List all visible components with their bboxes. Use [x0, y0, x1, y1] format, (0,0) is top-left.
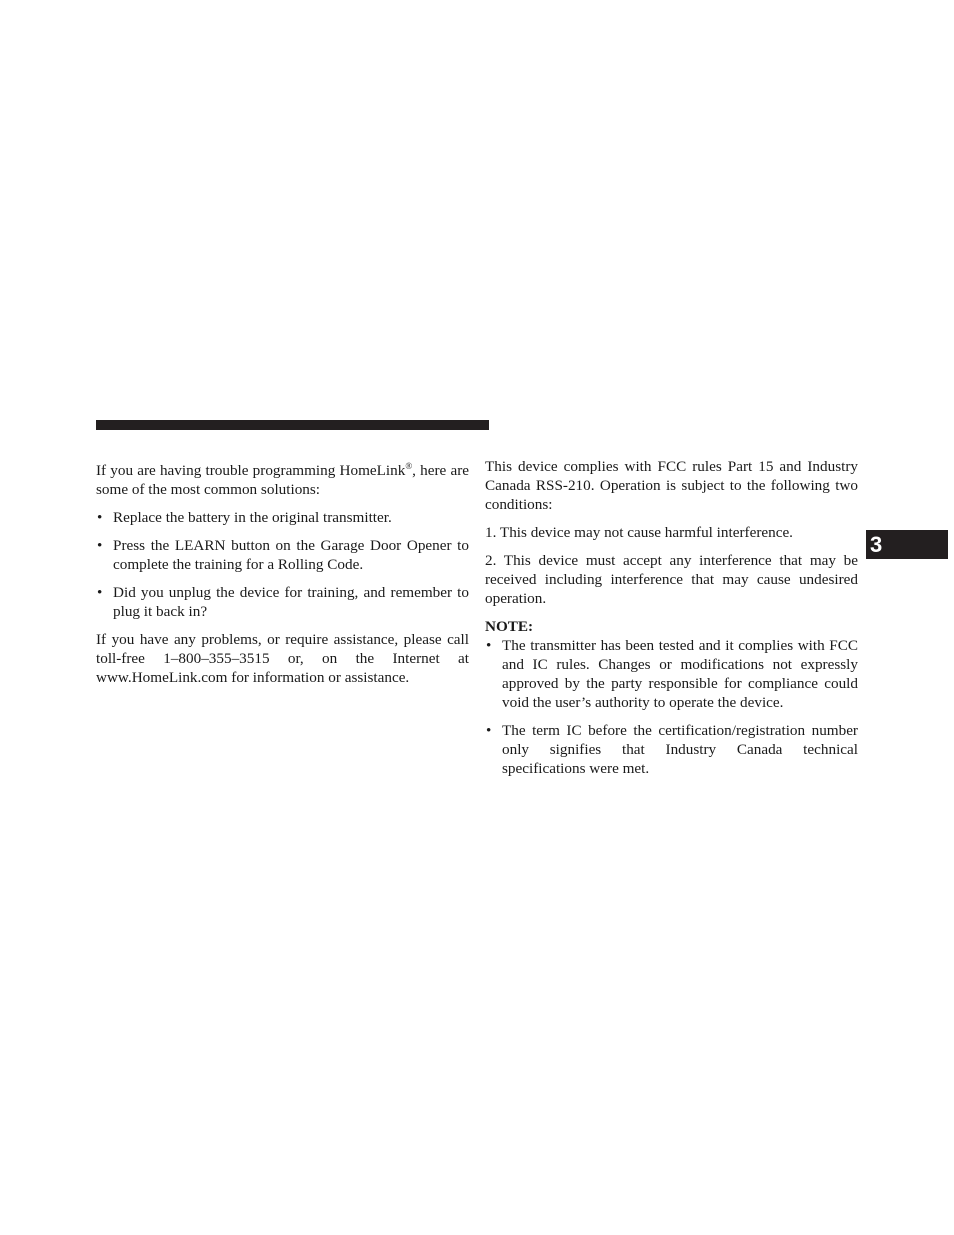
- list-item-text: The term IC before the certification/registration number only signifies that Industry Canada technical specifications were met.: [502, 722, 858, 777]
- list-item: [96, 536, 469, 574]
- list-item: [485, 636, 858, 712]
- list-item-text: Did you unplug the device for training, and remember to plug it back in?: [113, 584, 469, 621]
- bullet-icon: •: [97, 584, 103, 602]
- list-item: [96, 583, 469, 621]
- list-item-text: The transmitter has been tested and it complies with FCC and IC rules. Changes or modifications not expressly approved by the party responsible for compliance could void the user’s authority to operate the device.: [502, 637, 858, 711]
- list-item-text: Press the LEARN button on the Garage Door Opener to complete the training for a Rolling Code.: [113, 537, 469, 574]
- note-label: NOTE:: [485, 618, 534, 635]
- registered-mark: ®: [405, 461, 413, 471]
- list-item: [485, 721, 858, 778]
- condition-item: 1. This device may not cause harmful interference.: [485, 524, 793, 541]
- list-item: [96, 508, 469, 527]
- bullet-icon: •: [486, 722, 492, 739]
- condition-item: 2. This device must accept any interference that may be received including interference that may cause undesired operation.: [485, 552, 858, 607]
- chapter-tab: 3: [866, 530, 948, 559]
- assistance-paragraph: If you have any problems, or require assistance, please call toll-free 1–800–355–3515 or, on the Internet at www.HomeLink.com for information or assistance.: [96, 631, 469, 687]
- bullet-icon: •: [97, 537, 103, 555]
- intro-paragraph: If you are having trouble programming HomeLink®, here are some of the most common solutions:: [96, 461, 469, 499]
- compliance-paragraph: This device complies with FCC rules Part 15 and Industry Canada RSS-210. Operation is subject to the following two conditions:: [485, 458, 858, 513]
- bullet-icon: •: [97, 509, 103, 527]
- bullet-icon: •: [486, 637, 492, 654]
- list-item-text: Replace the battery in the original transmitter.: [113, 509, 392, 527]
- right-column: [485, 457, 858, 787]
- left-column: [96, 457, 469, 696]
- section-rule-bar: [96, 420, 489, 430]
